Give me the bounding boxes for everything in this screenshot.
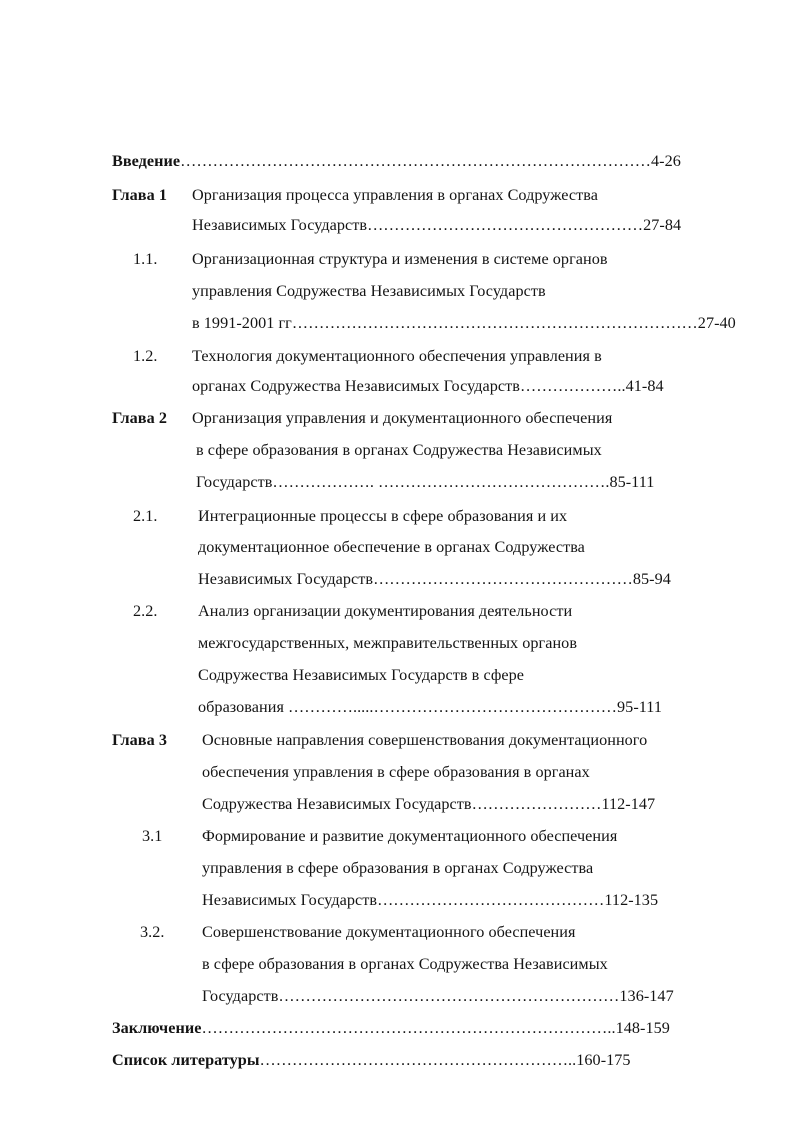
s22-last-text: образования — [198, 698, 284, 716]
s31-last-dots: …………………………………… — [377, 891, 605, 909]
s22-last — [198, 696, 662, 718]
ch2-last-text: Государств — [196, 473, 273, 491]
s22-line-1: Анализ организации документирования деятельности — [198, 602, 573, 620]
ch3-line-2: обеспечения управления в сфере образования в органах — [202, 763, 590, 781]
ch1-label: Глава 1 — [112, 186, 167, 204]
toc-intro — [112, 150, 681, 172]
toc-conclusion — [112, 1017, 670, 1039]
s22-pages: 95-111 — [617, 698, 662, 716]
s21-num: 2.1. — [133, 507, 158, 525]
s32-last — [202, 985, 674, 1007]
ch2-last-dots: ………………. ……………………………………. — [272, 473, 610, 491]
s32-pages: 136-147 — [619, 987, 674, 1005]
s12-line-1: Технология документационного обеспечения управления в — [192, 347, 602, 365]
s21-last — [198, 568, 671, 590]
s31-line-1: Формирование и развитие документационного обеспечения — [202, 827, 618, 845]
s12-last-dots: ……………….. — [519, 377, 626, 395]
s11-num: 1.1. — [133, 250, 158, 268]
ch2-last — [196, 471, 654, 493]
s32-num: 3.2. — [140, 923, 165, 941]
s31-num: 3.1 — [142, 827, 163, 845]
references-label: Список литературы — [112, 1051, 260, 1069]
intro-label: Введение — [112, 152, 181, 170]
ch3-last-dots: …………………… — [471, 795, 602, 813]
s11-last-text: в 1991-2001 гг — [192, 314, 292, 332]
conclusion-dots: ………………………………………………………………….. — [201, 1019, 616, 1037]
s11-last — [192, 312, 736, 334]
ch2-pages: 85-111 — [609, 473, 655, 491]
conclusion-pages: 148-159 — [615, 1019, 670, 1037]
ch2-line-2: в сфере образования в органах Содружества Независимых — [196, 441, 602, 459]
s12-last-text: органах Содружества Независимых Государств — [192, 377, 520, 395]
ch1-pages: 27-84 — [643, 216, 682, 234]
ch3-label: Глава 3 — [112, 731, 167, 749]
s21-last-dots: ………………………………………… — [373, 570, 633, 588]
s32-last-text: Государств — [202, 987, 279, 1005]
s31-line-2: управления в сфере образования в органах Содружества — [202, 859, 594, 877]
ch2-label: Глава 2 — [112, 409, 167, 427]
s32-line-2: в сфере образования в органах Содружества Независимых — [202, 955, 608, 973]
conclusion-label: Заключение — [112, 1019, 202, 1037]
s31-last — [202, 889, 658, 911]
ch1-title-line-1: Организация процесса управления в органах Содружества — [192, 186, 598, 204]
s22-line-3: Содружества Независимых Государств в сфере — [198, 666, 525, 684]
s21-line-1: Интеграционные процессы в сфере образования и их — [198, 507, 568, 525]
ch3-last — [202, 793, 655, 815]
s21-line-2: документационное обеспечение в органах Содружества — [198, 538, 585, 556]
s22-line-2: межгосударственных, межправительственных органов — [198, 634, 578, 652]
s11-last-dots: ………………………………………………………………… — [291, 314, 698, 332]
ch2-line-1: Организация управления и документационного обеспечения — [192, 409, 613, 427]
s12-last — [192, 375, 664, 397]
s11-line-2: управления Содружества Независимых Государств — [192, 282, 546, 300]
intro-dots: …………………………………………………………………………… — [180, 152, 652, 170]
ch3-pages: 112-147 — [601, 795, 656, 813]
s21-pages: 85-94 — [632, 570, 671, 588]
references-pages: 160-175 — [576, 1051, 631, 1069]
ch1-last-text: Независимых Государств — [192, 216, 368, 234]
ch1-title-last — [192, 214, 681, 236]
ch3-line-1: Основные направления совершенствования документационного — [202, 731, 648, 749]
s31-last-text: Независимых Государств — [202, 891, 378, 909]
toc-references — [112, 1049, 631, 1071]
s11-pages: 27-40 — [697, 314, 736, 332]
ch3-last-text: Содружества Независимых Государств — [202, 795, 472, 813]
s31-pages: 112-135 — [604, 891, 659, 909]
ch1-last-dots: …………………………………………… — [367, 216, 644, 234]
intro-pages: 4-26 — [651, 152, 681, 170]
s11-line-1: Организационная структура и изменения в системе органов — [192, 250, 608, 268]
s32-line-1: Совершенствование документационного обеспечения — [202, 923, 576, 941]
s12-num: 1.2. — [133, 347, 158, 365]
references-dots: ………………………………………………….. — [259, 1051, 577, 1069]
s32-last-dots: ……………………………………………………… — [278, 987, 620, 1005]
s21-last-text: Независимых Государств — [198, 570, 374, 588]
s22-last-dots: ………….....……………………………………… — [283, 698, 618, 716]
s22-num: 2.2. — [133, 602, 158, 620]
s12-pages: 41-84 — [625, 377, 664, 395]
